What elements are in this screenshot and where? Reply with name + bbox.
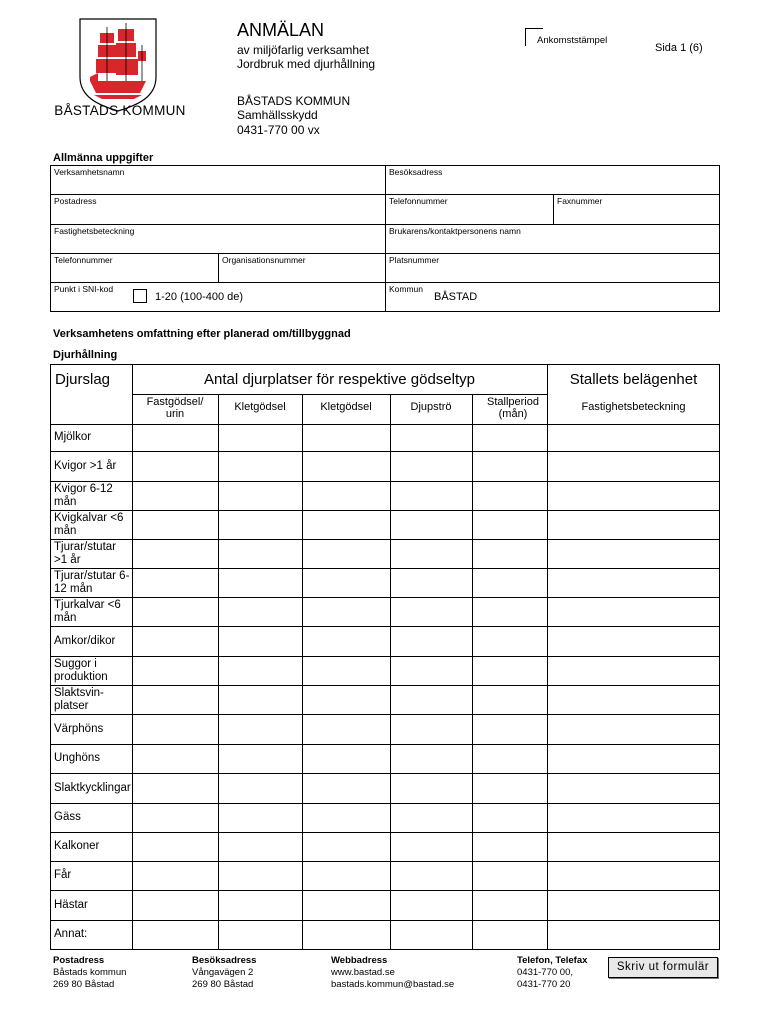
subheader-fastighet: Fastighetsbeteckning — [581, 401, 686, 413]
org-dept: Samhällsskydd — [237, 108, 318, 122]
field-telefonnummer[interactable]: Telefonnummer — [389, 196, 448, 206]
table-row: Tjurar/stutar >1 år — [54, 541, 116, 566]
table-row: Kvigkalvar <6 mån — [54, 512, 124, 537]
field-organisationsnummer[interactable]: Organisationsnummer — [222, 255, 306, 265]
field-postadress[interactable]: Postadress — [54, 196, 97, 206]
org-phone: 0431-770 00 vx — [237, 123, 320, 137]
logo-text: BÅSTADS KOMMUN — [54, 103, 186, 118]
col-header-antal: Antal djurplatser för respektive gödseltyp — [204, 371, 475, 388]
web-link[interactable]: www.bastad.se — [331, 967, 395, 978]
org-name: BÅSTADS KOMMUN — [237, 94, 351, 108]
stamp-label: Ankomststämpel — [537, 35, 608, 46]
field-kommun[interactable]: Kommun — [389, 284, 424, 294]
table-row: Annat: — [54, 928, 88, 940]
print-form-button[interactable]: Skriv ut formulär — [608, 957, 718, 978]
subtitle-1: av miljöfarlig verksamhet — [237, 43, 370, 57]
table-row: Tjurkalvar <6 mån — [54, 599, 121, 624]
field-sni-kod: Punkt i SNI-kod — [54, 284, 114, 294]
footer-postadress: Postadress Båstads kommun 269 80 Båstad — [53, 955, 127, 990]
table-row: Tjurar/stutar 6-12 mån — [54, 570, 130, 595]
table-row: Unghöns — [54, 752, 101, 764]
subheader-djupstro: Djupströ — [410, 401, 452, 413]
table-row: Kalkoner — [54, 840, 100, 852]
table-row: Mjölkor — [54, 431, 92, 443]
email-link[interactable]: bastads.kommun@bastad.se — [331, 979, 455, 990]
footer-besoksadress: Besöksadress Vångavägen 2 269 80 Båstad — [192, 955, 257, 990]
table-row: Hästar — [54, 899, 88, 911]
field-verksamhetsnamn[interactable]: Verksamhetsnamn — [54, 167, 125, 177]
general-heading: Allmänna uppgifter — [53, 152, 154, 164]
field-telefonnummer-2[interactable]: Telefonnummer — [54, 255, 113, 265]
scope-heading: Verksamhetens omfattning efter planerad om/tillbyggnad — [53, 328, 351, 340]
table-row: Värphöns — [54, 723, 104, 735]
table-row: Suggor i produktion — [54, 658, 108, 683]
subheader-stallperiod: Stallperiod (mån) — [487, 396, 539, 420]
col-header-djurslag: Djurslag — [55, 371, 111, 388]
col-header-belagenhet: Stallets belägenhet — [569, 371, 698, 388]
scope-subheading: Djurhållning — [53, 349, 118, 361]
field-besoksadress[interactable]: Besöksadress — [389, 167, 443, 177]
subheader-kletgodsel-1: Kletgödsel — [234, 401, 286, 413]
page-title: ANMÄLAN — [237, 20, 325, 40]
page-number: Sida 1 (6) — [655, 42, 703, 54]
footer-webbadress: Webbadress www.bastad.se bastads.kommun@bastad.se — [331, 955, 455, 990]
subheader-fastgodsel: Fastgödsel/ urin — [146, 396, 204, 420]
subheader-kletgodsel-2: Kletgödsel — [320, 401, 372, 413]
table-row: Slaktkycklingar — [54, 782, 131, 794]
kommun-value: BÅSTAD — [434, 291, 478, 303]
table-row: Slaktsvin-platser — [54, 687, 104, 712]
table-row: Kvigor 6-12 mån — [54, 483, 113, 508]
table-row: Får — [54, 869, 72, 881]
field-platsnummer[interactable]: Platsnummer — [389, 255, 440, 265]
table-row: Gäss — [54, 811, 81, 823]
table-row: Amkor/dikor — [54, 635, 116, 647]
subtitle-2: Jordbruk med djurhållning — [237, 57, 376, 71]
sni-option-label: 1-20 (100-400 de) — [155, 291, 244, 303]
field-brukare[interactable]: Brukarens/kontaktpersonens namn — [389, 226, 521, 236]
field-fastighetsbeteckning[interactable]: Fastighetsbeteckning — [54, 226, 135, 236]
footer-telefon: Telefon, Telefax 0431-770 00, 0431-770 20 — [517, 955, 588, 990]
field-faxnummer[interactable]: Faxnummer — [557, 196, 603, 206]
table-row: Kvigor >1 år — [54, 460, 117, 472]
